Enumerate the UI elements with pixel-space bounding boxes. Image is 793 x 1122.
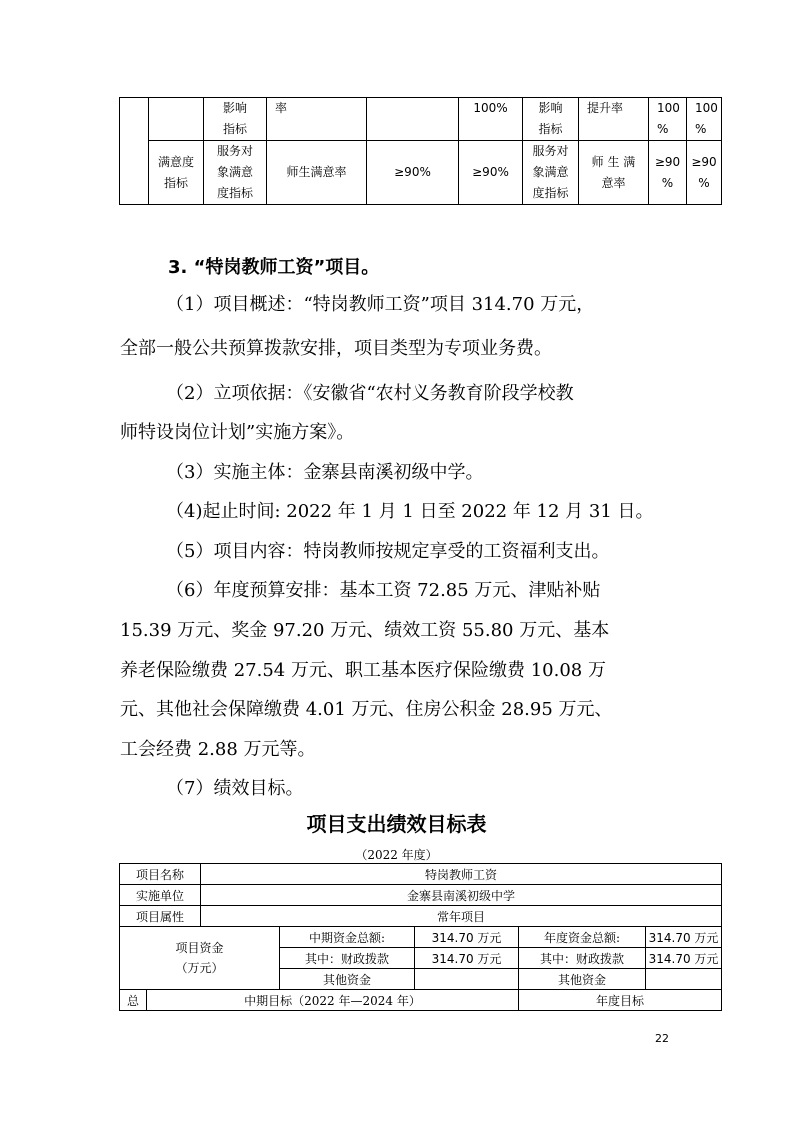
table-cell: 总 (120, 990, 147, 1011)
table-cell (646, 969, 722, 990)
table-row (120, 98, 722, 141)
page-number: 22 (655, 1032, 669, 1045)
table-cell: 100% (459, 98, 523, 141)
table-year: （2022 年度） (355, 848, 438, 862)
project-performance-target-table (119, 863, 722, 1011)
table-cell: 满意度 指标 (149, 141, 204, 205)
paragraph-line: （4)起止时间: 2022 年 1 月 1 日至 2022 年 12 月 31 日。 (166, 501, 654, 522)
table-row (120, 885, 722, 906)
table-row (120, 990, 722, 1011)
table-cell: 其中：财政拨款 (280, 948, 415, 969)
table-cell: 年度目标 (519, 990, 722, 1011)
table-cell: 中期目标（2022 年—2024 年） (147, 990, 519, 1011)
table-cell (367, 98, 459, 141)
table-cell: 项目名称 (120, 864, 201, 885)
table-cell: ≥90% (459, 141, 523, 205)
table-cell: 实施单位 (120, 885, 201, 906)
table-cell: 影响 指标 (204, 98, 267, 141)
paragraph-line: （6）年度预算安排：基本工资 72.85 万元、津贴补贴 (166, 580, 601, 601)
table-cell: 常年项目 (201, 906, 722, 927)
table-cell: 师生满意率 (267, 141, 367, 205)
table-cell: 项目资金 （万元） (120, 927, 280, 990)
performance-indicator-table-continued (119, 97, 722, 205)
table-cell: 314.70 万元 (646, 948, 722, 969)
table-cell: 项目属性 (120, 906, 201, 927)
table-cell: 影响 指标 (523, 98, 579, 141)
table-cell: 314.70 万元 (415, 948, 519, 969)
paragraph-line: 元、其他社会保障缴费 4.01 万元、住房公积金 28.95 万元、 (120, 699, 613, 720)
table-cell: 提升率 (579, 98, 649, 141)
paragraph-line: （7）绩效目标。 (166, 778, 304, 799)
paragraph-line: （2）立项依据：《安徽省“农村义务教育阶段学校教 (166, 383, 574, 404)
table-title: 项目支出绩效目标表 (306, 812, 487, 836)
table-cell: 其中：财政拨款 (519, 948, 646, 969)
table-row (120, 141, 722, 205)
table-cell (149, 98, 204, 141)
table-row (120, 864, 722, 885)
paragraph-line: 养老保险缴费 27.54 万元、职工基本医疗保险缴费 10.08 万 (120, 660, 606, 681)
table-cell: ≥90% (367, 141, 459, 205)
table-cell: 率 (267, 98, 367, 141)
table-cell: 其他资金 (280, 969, 415, 990)
table-cell: 其他资金 (519, 969, 646, 990)
paragraph-line: （1）项目概述：“特岗教师工资”项目 314.70 万元， (166, 294, 595, 315)
table-cell: 服务对 象满意 度指标 (523, 141, 579, 205)
table-cell: ≥90 % (649, 141, 687, 205)
table-cell: 中期资金总额: (280, 927, 415, 948)
paragraph-line: 师特设岗位计划”实施方案》。 (120, 422, 355, 443)
table-cell (415, 969, 519, 990)
paragraph-line: （3）实施主体：金寨县南溪初级中学。 (166, 462, 484, 483)
section-heading: 3. “特岗教师工资”项目。 (168, 257, 380, 278)
paragraph-line: 全部一般公共预算拨款安排，项目类型为专项业务费。 (120, 338, 552, 359)
table-cell: 特岗教师工资 (201, 864, 722, 885)
table-cell: 师 生 满 意率 (579, 141, 649, 205)
table-cell: 100 % (649, 98, 687, 141)
table-row (120, 906, 722, 927)
table-cell: 314.70 万元 (646, 927, 722, 948)
table-cell: 服务对 象满意 度指标 (204, 141, 267, 205)
table-cell: 100 % (687, 98, 722, 141)
table-cell: 年度资金总额: (519, 927, 646, 948)
paragraph-line: 工会经费 2.88 万元等。 (120, 739, 316, 760)
table-row (120, 927, 722, 948)
table-cell (120, 98, 149, 205)
table-cell: 金寨县南溪初级中学 (201, 885, 722, 906)
table-cell: 314.70 万元 (415, 927, 519, 948)
paragraph-line: （5）项目内容：特岗教师按规定享受的工资福利支出。 (166, 541, 610, 562)
table-cell: ≥90 % (687, 141, 722, 205)
paragraph-line: 15.39 万元、奖金 97.20 万元、绩效工资 55.80 万元、基本 (120, 620, 610, 641)
